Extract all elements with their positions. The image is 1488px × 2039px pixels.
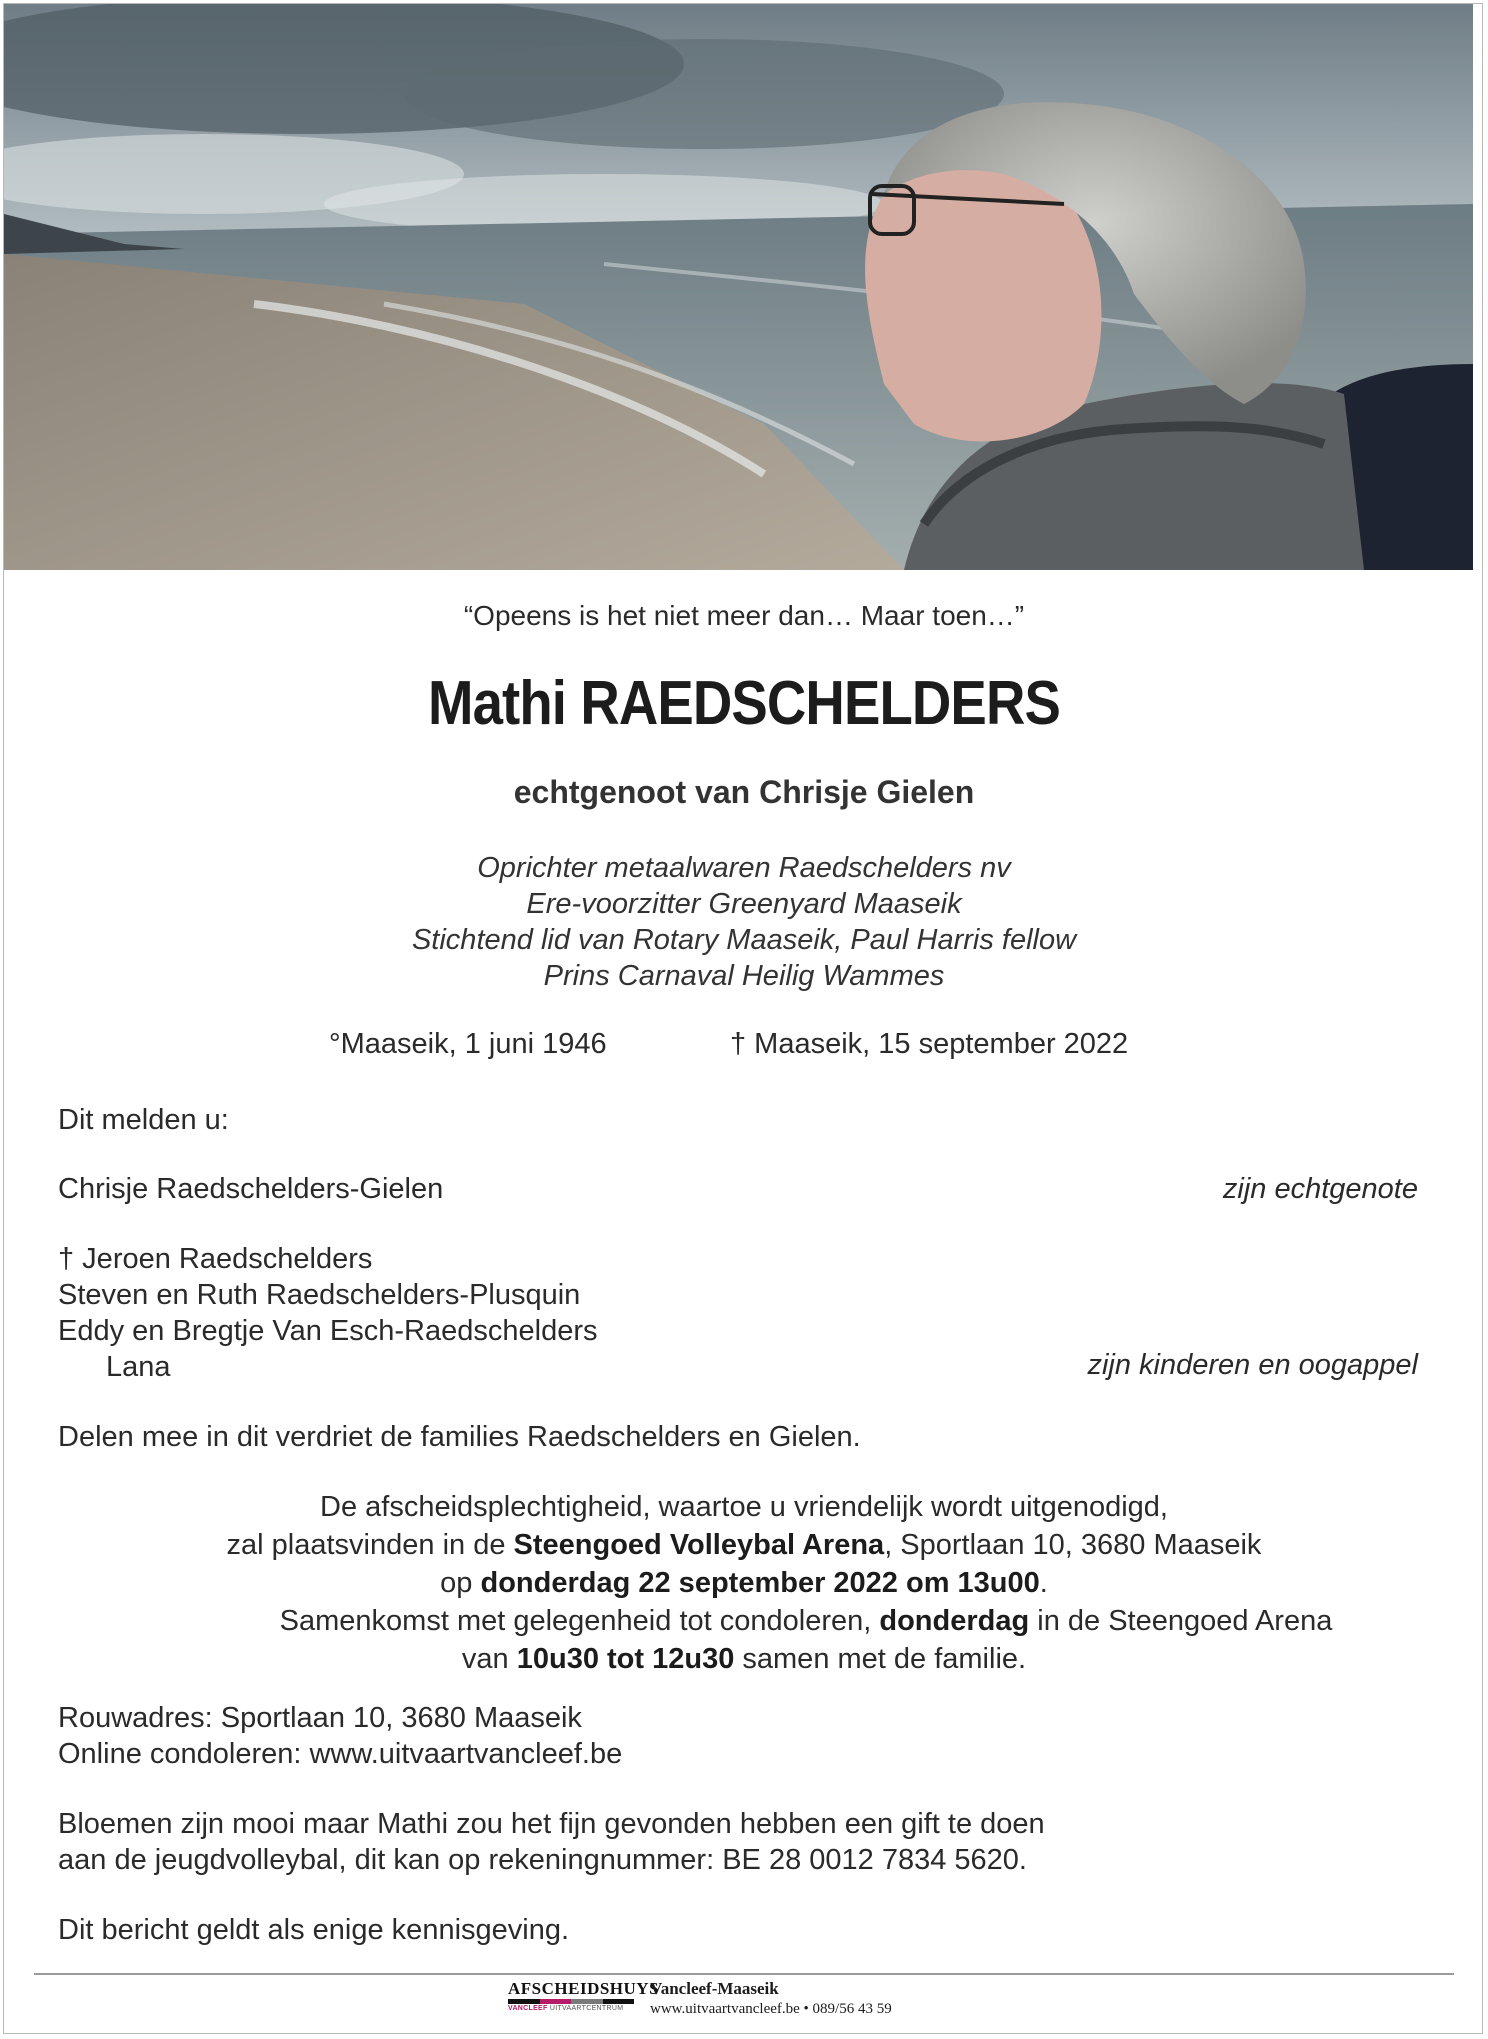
deceased-name: Mathi RAEDSCHELDERS bbox=[427, 669, 1060, 738]
ceremony-line-1: De afscheidsplechtigheid, waartoe u vriendelijk wordt uitgenodigd, bbox=[320, 1491, 1168, 1523]
flowers-line: Bloemen zijn mooi maar Mathi zou het fijn gevonden hebben een gift te doen bbox=[58, 1808, 1045, 1840]
logo-bar bbox=[508, 1999, 540, 2004]
ceremony-line-2: zal plaatsvinden in de Steengoed Volleybal Arena, Sportlaan 10, 3680 Maaseik bbox=[226, 1529, 1262, 1561]
title-line: Prins Carnaval Heilig Wammes bbox=[543, 960, 945, 992]
logo-subtitle: VANCLEEF UITVAARTCENTRUM bbox=[508, 2005, 624, 2012]
ceremony-line-3: op donderdag 22 september 2022 om 13u00. bbox=[440, 1567, 1048, 1599]
children-relation: zijn kinderen en oogappel bbox=[1087, 1349, 1418, 1381]
ceremony-line-4: Samenkomst met gelegenheid tot condoleren, donderdag in de Steengoed Arena bbox=[279, 1605, 1333, 1637]
birth-date: °Maaseik, 1 juni 1946 bbox=[329, 1028, 607, 1060]
death-date: † Maaseik, 15 september 2022 bbox=[730, 1028, 1129, 1060]
ceremony-details bbox=[0, 1488, 1488, 1678]
children-list bbox=[58, 1241, 598, 1385]
logo-bar bbox=[540, 1999, 572, 2004]
footer bbox=[508, 1980, 892, 2022]
portrait-photo bbox=[4, 4, 1473, 570]
footer-divider bbox=[34, 1973, 1454, 1975]
funeral-home-logo bbox=[508, 1979, 660, 2012]
title-line: Ere-voorzitter Greenyard Maaseik bbox=[526, 888, 962, 920]
title-line: Oprichter metaalwaren Raedschelders nv bbox=[477, 852, 1011, 884]
spouse-line: echtgenoot van Chrisje Gielen bbox=[513, 774, 975, 810]
logo-title: AFSCHEIDSHUYS bbox=[508, 1979, 660, 1998]
ceremony-datetime: donderdag 22 september 2022 om 13u00 bbox=[480, 1567, 1040, 1599]
ceremony-line-5: van 10u30 tot 12u30 samen met de familie. bbox=[461, 1643, 1027, 1675]
online-condolence[interactable]: Online condoleren: www.uitvaartvancleef.be bbox=[58, 1738, 623, 1770]
logo-bar bbox=[571, 1999, 603, 2004]
titles-list bbox=[0, 850, 1488, 994]
flowers-text bbox=[58, 1806, 1045, 1878]
logo-bar bbox=[603, 1999, 635, 2004]
title-line: Stichtend lid van Rotary Maaseik, Paul Harris fellow bbox=[411, 924, 1077, 956]
memorial-quote: “Opeens is het niet meer dan… Maar toen…” bbox=[463, 600, 1025, 631]
child-entry: Steven en Ruth Raedschelders-Plusquin bbox=[58, 1279, 581, 1311]
website-phone[interactable]: www.uitvaartvancleef.be • 089/56 43 59 bbox=[650, 2001, 892, 2017]
grandchild-entry: Lana bbox=[106, 1351, 171, 1383]
condolence-day: donderdag bbox=[879, 1605, 1030, 1637]
venue-name: Steengoed Volleybal Arena bbox=[513, 1529, 885, 1561]
mourning-address: Rouwadres: Sportlaan 10, 3680 Maaseik bbox=[58, 1702, 582, 1734]
funeral-home-contact bbox=[650, 1980, 892, 2020]
spouse-entry-name: Chrisje Raedschelders-Gielen bbox=[58, 1173, 444, 1205]
logo-color-bars bbox=[508, 1999, 634, 2004]
notice-text: Dit bericht geldt als enige kennisgeving. bbox=[58, 1914, 570, 1946]
families-text: Delen mee in dit verdriet de families Raedschelders en Gielen. bbox=[58, 1421, 861, 1453]
flowers-line: aan de jeugdvolleybal, dit kan op rekeningnummer: BE 28 0012 7834 5620. bbox=[58, 1844, 1027, 1876]
company-name: Vancleef-Maaseik bbox=[650, 1979, 779, 1998]
intro-text: Dit melden u: bbox=[58, 1104, 229, 1136]
contact-info bbox=[58, 1700, 622, 1772]
spouse-entry-relation: zijn echtgenote bbox=[1222, 1173, 1418, 1205]
child-entry: † Jeroen Raedschelders bbox=[58, 1243, 373, 1275]
condolence-time: 10u30 tot 12u30 bbox=[516, 1643, 735, 1675]
child-entry: Eddy en Bregtje Van Esch-Raedschelders bbox=[58, 1315, 598, 1347]
